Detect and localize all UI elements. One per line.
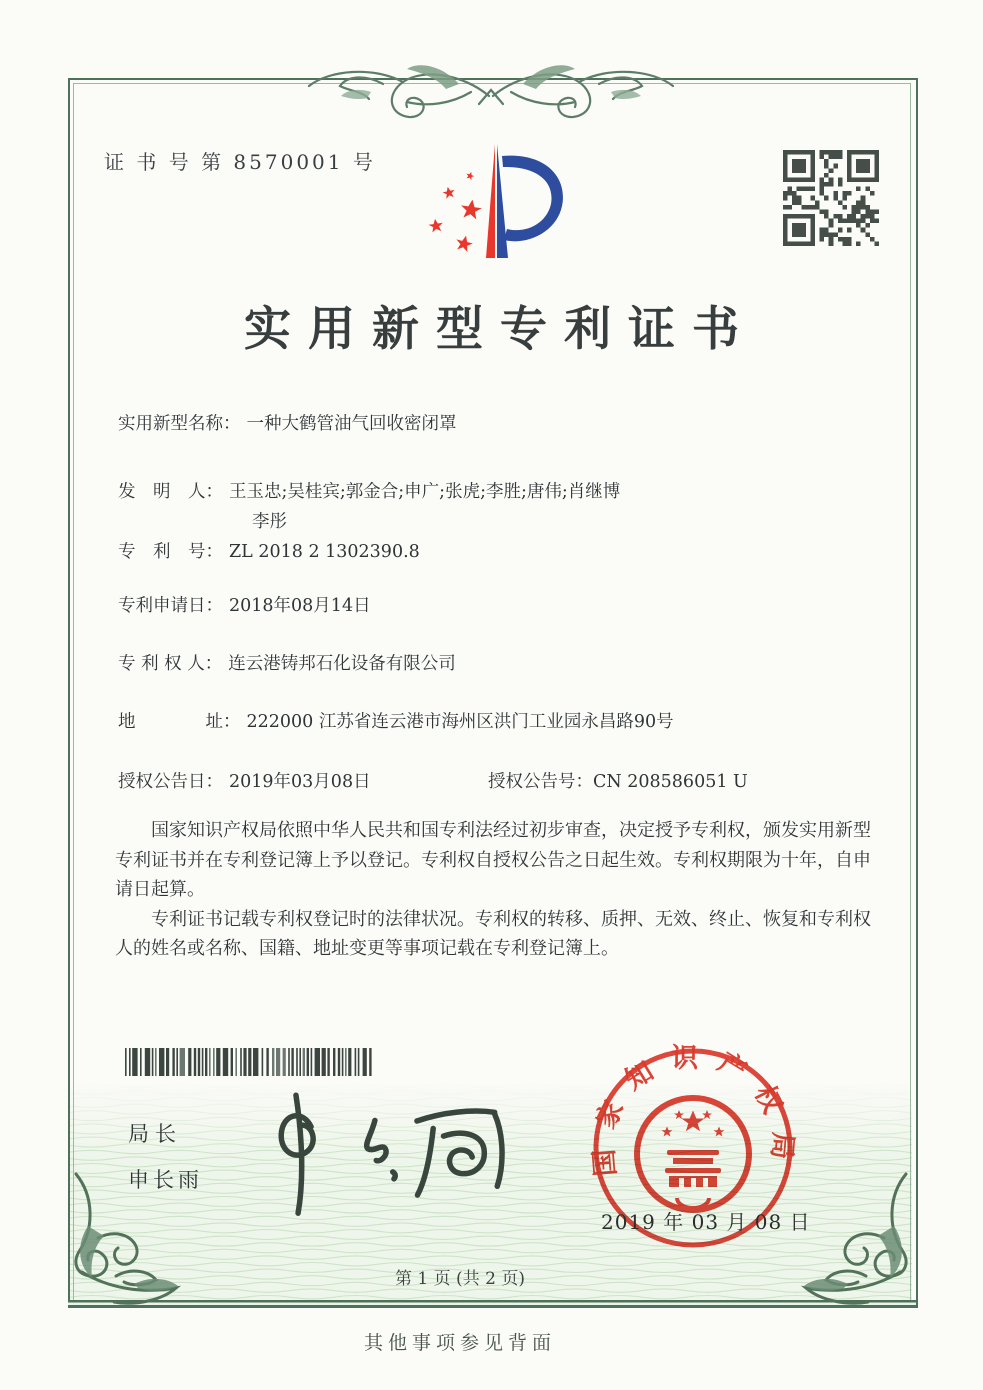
legal-paragraph-2: 专利证书记载专利权登记时的法律状况。专利权的转移、质押、无效、终止、恢复和专利权人的姓名或名称、国籍、地址变更等事项记载在专利登记簿上。 bbox=[115, 908, 871, 959]
field-patent-number bbox=[118, 538, 420, 563]
field-value: 2019年03月08日 bbox=[229, 772, 371, 792]
field-value: CN 208586051 U bbox=[593, 772, 748, 792]
certificate-number: 证 书 号 第 8570001 号 bbox=[104, 150, 376, 174]
handwritten-signature-icon bbox=[266, 1082, 512, 1222]
field-utility-model-name bbox=[118, 410, 457, 435]
seal-date: 2019 年 03 月 08 日 bbox=[601, 1210, 811, 1234]
field-grant-number bbox=[488, 768, 748, 793]
field-label: 专利申请日： bbox=[118, 596, 223, 616]
field-inventors bbox=[118, 478, 620, 503]
field-patentee bbox=[118, 650, 456, 675]
field-label: 实用新型名称： bbox=[118, 414, 241, 434]
field-label: 授权公告日： bbox=[118, 772, 223, 792]
field-value: 2018年08月14日 bbox=[229, 596, 371, 616]
svg-text:国家知识产权局 bbox=[588, 1043, 799, 1177]
field-value: 连云港铸邦石化设备有限公司 bbox=[228, 654, 456, 674]
page-number: 第 1 页 (共 2 页) bbox=[395, 1269, 525, 1289]
top-flourish-ornament bbox=[261, 44, 721, 134]
field-filing-date bbox=[118, 592, 371, 617]
legal-paragraph-1: 国家知识产权局依照中华人民共和国专利法经过初步审查，决定授予专利权，颁发实用新型专利证书并在专利登记簿上予以登记。专利权自授权公告之日起生效。专利权期限为十年，自申请日起算。 bbox=[115, 820, 871, 900]
qr-code-icon bbox=[783, 150, 879, 246]
commissioner-name: 申长雨 bbox=[128, 1168, 203, 1192]
field-label: 授权公告号： bbox=[488, 772, 593, 792]
seal-text: 国家知识产权局 bbox=[587, 1043, 799, 1178]
field-grant-date bbox=[118, 768, 371, 793]
field-label: 专 利 号： bbox=[118, 542, 223, 562]
field-inventors-line2: 李彤 bbox=[252, 512, 287, 532]
field-address bbox=[118, 708, 674, 733]
legal-text bbox=[115, 816, 871, 964]
field-label: 发 明 人： bbox=[118, 482, 223, 502]
cnipa-patent-logo-icon bbox=[408, 136, 578, 268]
back-side-note: 其他事项参见背面 bbox=[363, 1332, 556, 1354]
field-value: 王玉忠;吴桂宾;郭金合;申广;张虎;李胜;唐伟;肖继博 bbox=[229, 482, 621, 502]
field-value: 一种大鹤管油气回收密闭罩 bbox=[246, 414, 457, 434]
field-value: 222000 江苏省连云港市海州区洪门工业园永昌路90号 bbox=[246, 712, 674, 732]
commissioner-title: 局长 bbox=[128, 1122, 182, 1146]
field-label: 地 址： bbox=[118, 712, 241, 732]
barcode-icon bbox=[125, 1048, 373, 1076]
certificate-title: 实用新型专利证书 bbox=[244, 302, 756, 357]
field-value: ZL 2018 2 1302390.8 bbox=[229, 542, 420, 562]
field-label: 专 利 权 人： bbox=[118, 654, 223, 674]
